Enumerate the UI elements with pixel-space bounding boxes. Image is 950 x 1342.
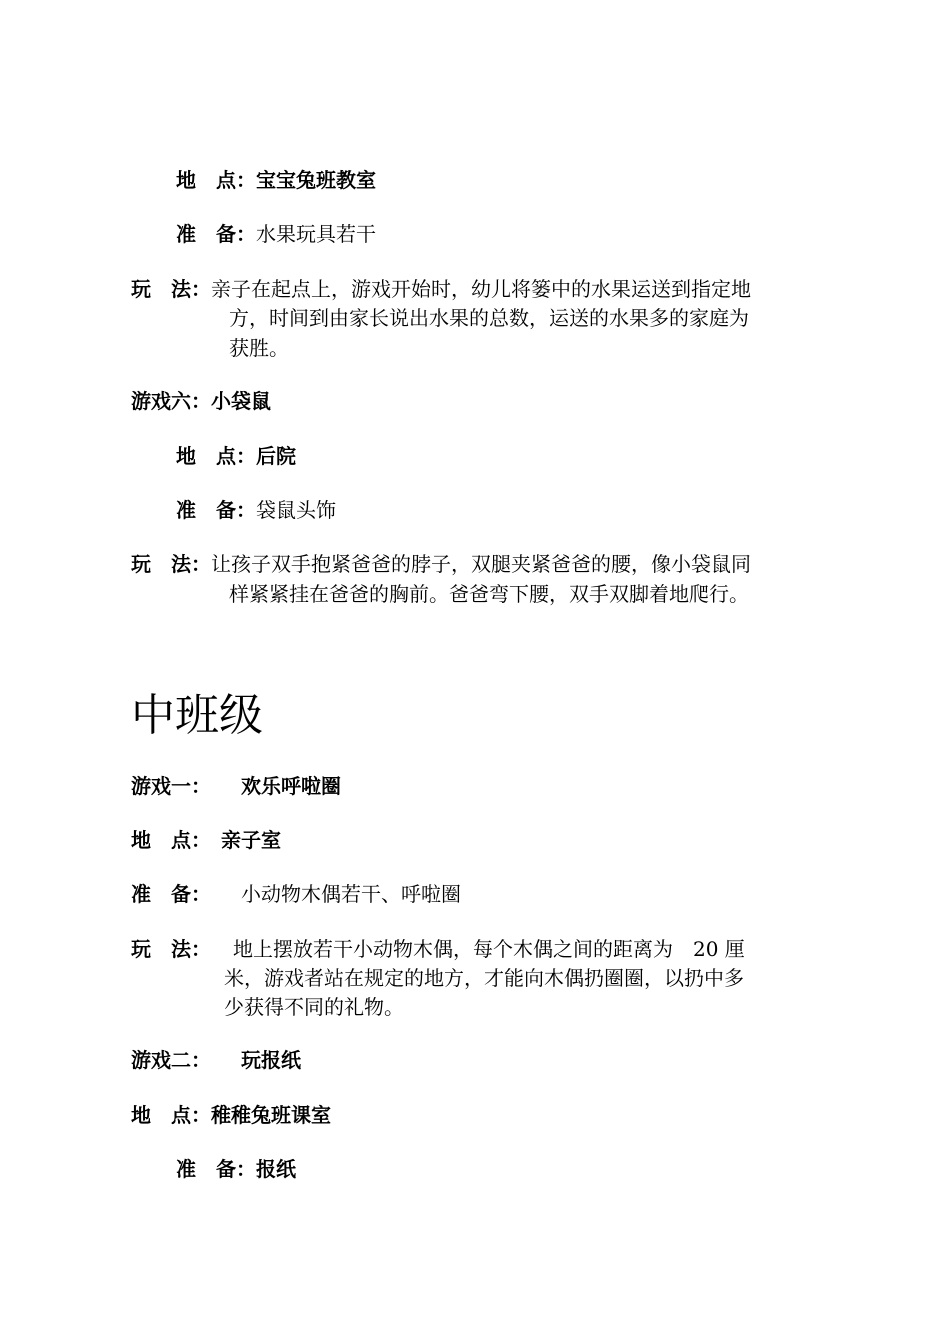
play-text: 地上摆放若干小动物木偶，每个木偶之间的距离为 20 厘 [233,937,745,961]
location-line [176,165,376,195]
play-line-1 [131,934,745,964]
game-label: 游戏二： [131,1048,211,1072]
location-line [176,441,296,471]
preparation-line [176,1154,296,1184]
preparation-label: 准 备： [176,1157,256,1181]
location-value: 宝宝兔班教室 [256,168,376,192]
play-line-2: 米，游戏者站在规定的地方，才能向木偶扔圈圈，以扔中多 [224,966,744,990]
section-heading: 中班级 [131,690,263,741]
game-name: 玩报纸 [241,1048,301,1072]
location-label: 地 点： [176,444,256,468]
preparation-value: 小动物木偶若干、呼啦圈 [241,882,461,906]
play-line-3: 获胜。 [229,336,289,360]
preparation-line [131,879,461,909]
play-line-1 [131,274,751,304]
location-value: 后院 [256,444,296,468]
preparation-value: 袋鼠头饰 [256,498,336,522]
location-value: 亲子室 [221,828,281,852]
preparation-value: 水果玩具若干 [256,222,376,246]
preparation-line [176,495,336,525]
location-label: 地 点： [131,828,211,852]
play-label: 玩 法： [131,937,211,961]
game-title-line [131,1045,301,1075]
location-label: 地 点： [176,168,256,192]
preparation-label: 准 备： [176,222,256,246]
game-title-line [131,771,341,801]
location-value: 稚稚兔班课室 [211,1103,331,1127]
game-title: 游戏六：小袋鼠 [131,389,271,413]
play-line-3: 少获得不同的礼物。 [224,995,404,1019]
play-line-1 [131,549,751,579]
play-text: 亲子在起点上，游戏开始时，幼儿将篓中的水果运送到指定地 [211,277,751,301]
play-line-2: 样紧紧挂在爸爸的胸前。爸爸弯下腰，双手双脚着地爬行。 [229,582,749,606]
play-text: 让孩子双手抱紧爸爸的脖子，双腿夹紧爸爸的腰，像小袋鼠同 [211,552,751,576]
preparation-value: 报纸 [256,1157,296,1181]
location-label: 地 点： [131,1103,211,1127]
location-line [131,1100,331,1130]
game-name: 欢乐呼啦圈 [241,774,341,798]
location-line [131,825,281,855]
preparation-line [176,219,376,249]
play-label: 玩 法： [131,277,211,301]
game-label: 游戏一： [131,774,211,798]
preparation-label: 准 备： [176,498,256,522]
play-label: 玩 法： [131,552,211,576]
play-line-2: 方，时间到由家长说出水果的总数，运送的水果多的家庭为 [229,306,749,330]
preparation-label: 准 备： [131,882,211,906]
